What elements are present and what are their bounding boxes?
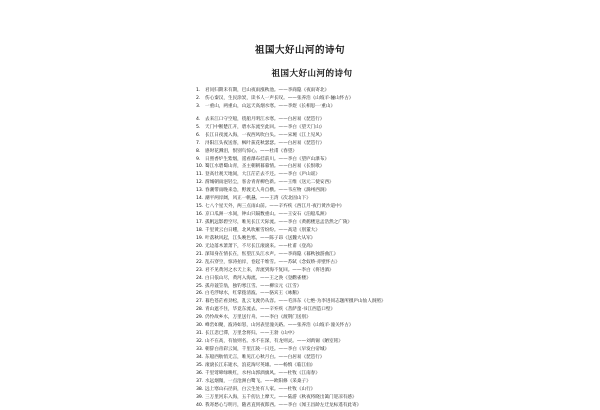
poem-line [196, 187, 426, 195]
poem-line-text: 孤帆远影碧空尽，唯见长江天际流。——李白《黄鹤楼送孟浩然之广陵》 [205, 220, 353, 225]
poem-line-text: 白毛浮绿水，红掌拨清波。——骆宾王《咏鹅》 [205, 291, 302, 297]
poem-line-number: 38. [196, 386, 204, 392]
poem-line-number: 3. [196, 103, 201, 109]
poem-line-number: 22. [196, 259, 204, 265]
poem-line-number: 37. [196, 378, 204, 384]
poem-line-number: 30. [196, 323, 204, 329]
poem-line [196, 219, 426, 227]
poem-line-text: 君问归期未有期，巴山夜雨涨秋池。——李商隐《夜雨寄北》 [205, 88, 330, 93]
poem-line [196, 283, 426, 291]
poem-line-text: 蜀江水碧蜀山青，圣主朝朝暮暮情。——白居易《长恨歌》 [205, 164, 325, 170]
document-subtitle: 祖国大好山河的诗句 [271, 69, 353, 79]
poem-line-text: 千里莺啼绿映红，水村山郭酒旗风。——杜牧《江南春》 [205, 370, 320, 376]
poem-line-number: 24. [196, 275, 204, 281]
poem-line-number: 16. [196, 212, 204, 218]
poem-line-text: 渭城朝雨浥轻尘，客舍青青柳色新。——王维《送元二使安西》 [205, 180, 334, 186]
poem-line [196, 330, 426, 338]
poem-line [196, 179, 426, 187]
poem-line-text: 孤舟蓑笠翁，独钓寒江雪。——柳宗元《江雪》 [205, 283, 302, 289]
poem-line [196, 306, 426, 314]
poem-line-text: 无边落木萧萧下，不尽长江滚滚来。——杜甫《登高》 [205, 243, 316, 249]
poem-line-text: 春潮带雨晚来急，野渡无人舟自横。——韦应物《滁州西涧》 [205, 188, 330, 194]
poem-line-text: 千里黄云白日曛，北风吹雁雪纷纷。——高适《别董大》 [205, 227, 320, 233]
poem-line-number: 5. [196, 124, 201, 130]
poem-line-number: 29. [196, 315, 204, 321]
poem-line-number: 26. [196, 291, 204, 297]
poem-line [196, 338, 426, 346]
poem-line-text: 一重山，两重山，山远天高烟水寒。——李煜《长相思·一重山》 [205, 103, 336, 109]
poem-line-number: 18. [196, 227, 204, 233]
poem-line [196, 259, 426, 267]
poem-line-text: 叶落秋风起，江头晚色寒。——陈子昂《送魏大从军》 [205, 235, 316, 241]
poem-line-number: 7. [196, 140, 201, 146]
poem-line-text: 暮色苍茫看劲松，乱云飞渡仍从容。——毛泽东《七绝·为李进同志题所摄庐山仙人洞照》 [205, 299, 386, 305]
poem-line-text: 水远烟微，一点沧洲白鹭飞。——欧阳修《采桑子》 [205, 378, 311, 384]
poem-line-number: 36. [196, 370, 204, 376]
poem-line [196, 386, 426, 394]
poem-line-number: 25. [196, 283, 204, 289]
poem-line [196, 148, 426, 156]
poem-line [196, 314, 426, 322]
poem-line-text: 伤心秦汉，生民涂炭，读书人一声长叹。——张养浩《山坡羊·骊山怀古》 [205, 95, 354, 101]
poem-line-text: 登高壮观天地间，大江茫茫去不还。——李白《庐山谣》 [205, 172, 320, 178]
poem-line-text: 白日依山尽，黄河入海流。——王之涣《登鹳雀楼》 [205, 275, 311, 281]
poem-line-number: 17. [196, 220, 204, 225]
poem-line-number: 13. [196, 188, 204, 194]
poem-line [196, 251, 426, 259]
poem-line [196, 243, 426, 251]
poem-line [196, 298, 426, 306]
poem-line [196, 354, 426, 362]
poem-line-text: 天门中断楚江开，碧水东流至此回。——李白《望天门山》 [205, 124, 325, 130]
poem-line [196, 211, 426, 219]
poem-line-number: 14. [196, 196, 204, 202]
poem-line-number: 8. [196, 148, 201, 154]
poem-line-text: 山不在高，有仙则名。水不在深，有龙则灵。——刘禹锡《陋室铭》 [205, 339, 343, 345]
poem-line-number: 1. [196, 88, 201, 93]
poem-line-number: 34. [196, 354, 204, 360]
poem-line [196, 346, 426, 354]
poem-line [196, 378, 426, 386]
poem-line-number: 9. [196, 156, 201, 162]
poem-line-text: 浔阳江头夜送客，枫叶荻花秋瑟瑟。——白居易《琵琶行》 [205, 140, 325, 146]
poem-line [196, 163, 426, 171]
poem-line-text: 峰峦如聚，波涛如怒，山河表里潼关路。——张养浩《山坡羊·潼关怀古》 [205, 323, 354, 329]
poem-line [196, 140, 426, 148]
poem-line [196, 132, 426, 140]
poem-line [196, 227, 426, 235]
poem-line-text: 东船西舫悄无言，唯见江心秋月白。——白居易《琵琶行》 [205, 354, 325, 360]
poem-line-number: 31. [196, 331, 204, 337]
poem-line-text: 深知身在情长在，怅望江头江水声。——李商隐《暮秋独游曲江》 [205, 251, 339, 257]
poem-line [196, 267, 426, 275]
poem-line-number: 32. [196, 339, 204, 345]
poem-line-text: 长江日夜流入海，一夜西风吹白头。——宋琬《江上见风》 [205, 132, 325, 138]
poem-line [196, 370, 426, 378]
poem-line [196, 290, 426, 298]
poem-line-number: 21. [196, 251, 204, 257]
poem-line [196, 322, 426, 330]
poem-line-number: 23. [196, 267, 204, 273]
poem-line-number: 27. [196, 299, 204, 305]
poem-line-number: 39. [196, 394, 204, 400]
poem-line [196, 171, 426, 179]
poem-line-text: 滚滚长江东逝水，浪花淘尽英雄。——杨慎《临江仙》 [205, 362, 316, 368]
poem-line [196, 116, 426, 124]
poem-line-text: 远上寒山石径斜，白云生处有人家。——杜牧《山行》 [205, 386, 316, 392]
poem-line-number: 15. [196, 204, 204, 210]
poem-line-text: 我寄愁心与明月，随君直到夜郎西。——李白《闻王昌龄左迁龙标遥有此寄》 [205, 402, 362, 408]
poem-line-text: 三万里河东入海，五千仞岳上摩天。——陆游《秋夜将晓出篱门迎凉有感》 [205, 394, 357, 400]
poem-line-text: 朝辞白帝彩云间，千里江陵一日还。——李白《早发白帝城》 [205, 347, 330, 352]
poem-line-number: 35. [196, 362, 204, 368]
poem-line [196, 124, 426, 132]
poem-line-number: 28. [196, 307, 204, 313]
poem-line-number: 4. [196, 116, 201, 122]
poem-line-text: 感时花溅泪，恨别鸟惊心。——杜甫《春望》 [205, 148, 297, 154]
poem-line-text: 日照香炉生紫烟，遥看瀑布挂前川。——李白《望庐山瀑布》 [205, 156, 330, 162]
poem-line-number: 2. [196, 95, 201, 101]
poem-line [196, 87, 426, 95]
poem-line-number: 19. [196, 235, 204, 241]
poem-line-number: 10. [196, 164, 204, 170]
poem-line [196, 362, 426, 370]
poem-line-text: 青山遮不住，毕竟东流去。——辛弃疾《菩萨蛮·书江西造口壁》 [205, 307, 336, 313]
poem-line [196, 195, 426, 203]
poem-line-number: 11. [196, 172, 204, 178]
poem-line [196, 203, 426, 211]
poem-line-text: 去来江口守空船，绕船月明江水寒。——白居易《琵琶行》 [205, 116, 325, 122]
poem-line-text: 潮平两岸阔，风正一帆悬。——王湾《次北固山下》 [205, 196, 311, 202]
poem-line-text: 京口瓜洲一水间，钟山只隔数重山。——王安石《泊船瓜洲》 [205, 212, 330, 218]
poem-line-number: 33. [196, 347, 204, 352]
poem-line [196, 103, 426, 111]
poem-line [196, 275, 426, 283]
poem-line [196, 156, 426, 164]
poem-line [196, 402, 426, 410]
poem-list [196, 87, 426, 410]
poem-line-text: 君不见黄河之水天上来，奔流到海不复回。——李白《将进酒》 [205, 267, 334, 273]
poem-line [196, 394, 426, 402]
document-title: 祖国大好山河的诗句 [254, 45, 345, 56]
poem-line-number: 40. [196, 402, 204, 408]
poem-line-number: 6. [196, 132, 201, 138]
poem-line-text: 长江悲已滞，万里念将归。——王勃《山中》 [205, 331, 297, 337]
poem-line [196, 95, 426, 103]
poem-line-number: 12. [196, 180, 204, 186]
poem-line-text: 乱石穿空，惊涛拍岸，卷起千堆雪。——苏轼《念奴娇·赤壁怀古》 [205, 259, 340, 265]
poem-line-text: 仍怜故乡水，万里送行舟。——李白《渡荆门送别》 [205, 315, 311, 321]
poem-line-text: 七八个星天外，两三点雨山前。——辛弃疾《西江月·夜行黄沙道中》 [205, 204, 345, 210]
poem-line-number: 20. [196, 243, 204, 249]
poem-line [196, 235, 426, 243]
